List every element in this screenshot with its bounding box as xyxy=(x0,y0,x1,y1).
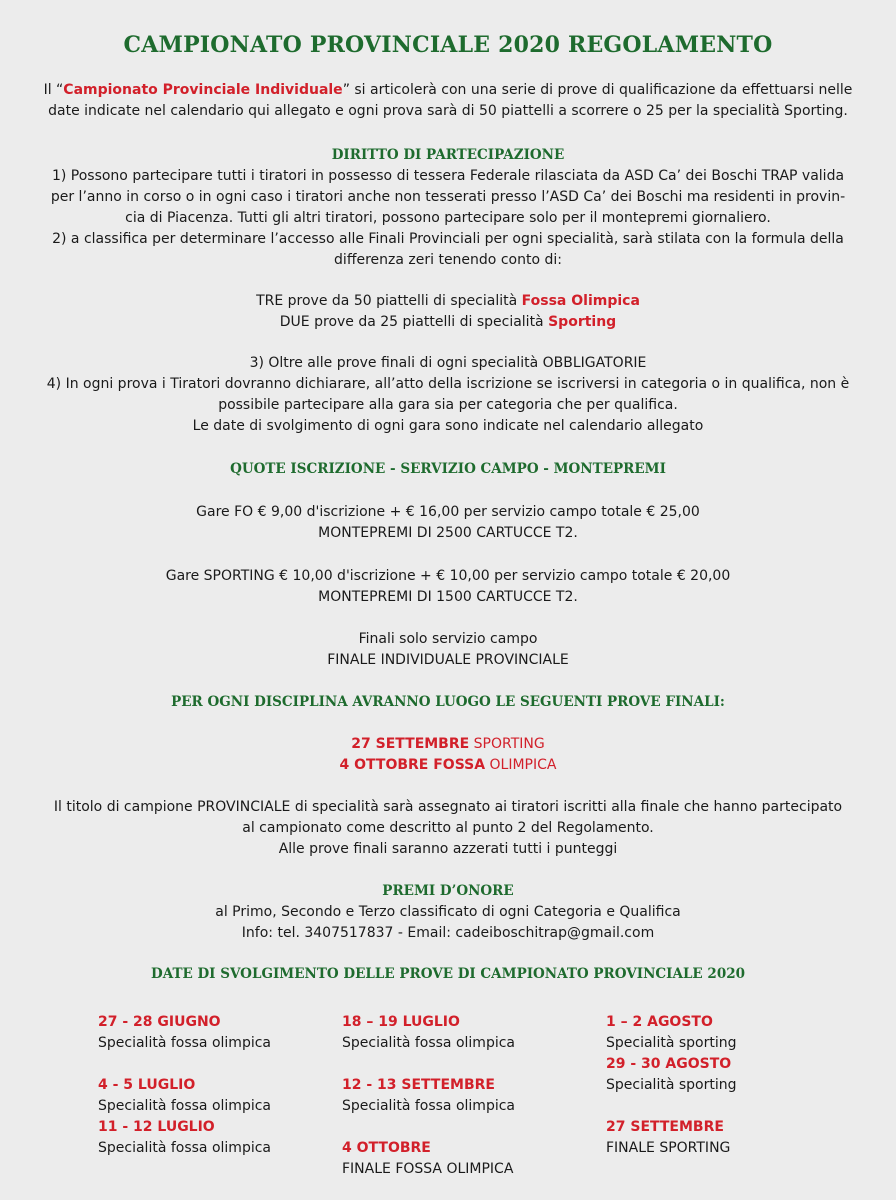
calendar-desc: Specialità fossa olimpica xyxy=(342,1098,515,1114)
regole-list: 3) Oltre alle prove finali di ogni specialità OBBLIGATORIE 4) In ogni prova i Tiratori dovranno dichiarare, all’atto della iscrizione se iscriversi in categoria o in qualifica, non è possibile partecipare alla gara sia per categoria che per qualifica. Le date di svolgimento di ogni gara sono indicate nel calendario allegato xyxy=(46,355,850,434)
prove-list: TRE prove da 50 piattelli di specialità Fossa Olimpica DUE prove da 25 piattelli di specialità Sporting xyxy=(256,293,640,330)
finali-text: Il titolo di campione PROVINCIALE di specialità sarà assegnato ai tiratori iscritti alla finale che hanno partecipato al campionato come descritto al punto 2 del Regolamento. Alle prove finali saranno azzerati tutti i punteggi xyxy=(53,799,843,857)
calendario-col-3 xyxy=(606,1012,737,1159)
calendar-date: 12 - 13 SETTEMBRE xyxy=(342,1077,495,1093)
calendar-date: 29 - 30 AGOSTO xyxy=(606,1056,732,1072)
calendario-section xyxy=(30,964,866,985)
calendar-date: 4 OTTOBRE xyxy=(342,1140,431,1156)
quote-finali: Finali solo servizio campo FINALE INDIVIDUALE PROVINCIALE xyxy=(327,631,569,668)
diritto-section: DIRITTO DI PARTECIPAZIONE 1) Possono partecipare tutti i tiratori in possesso di tessera Federale rilasciata da ASD Ca’ dei Boschi TRAP valida per l’anno in corso o in ogni caso i tiratori anche non tesserati presso l’ASD Ca’ dei Boschi ma residenti in provin- cia di Piacenza. Tutti gli altri tiratori, possono partecipare solo per il montepremi giornaliero. 2) a classifica per determinare l’accesso alle Finali Provinciali per ogni specialità, sarà stilata con la formula della differenza zeri tenendo conto di: xyxy=(30,145,866,271)
calendar-date: 27 SETTEMBRE xyxy=(606,1119,724,1135)
diritto-heading: DIRITTO DI PARTECIPAZIONE xyxy=(331,147,565,163)
premi-section: PREMI D’ONORE al Primo, Secondo e Terzo classificato di ogni Categoria e Qualifica Info: tel. 3407517837 - Email: cadeiboschitrap@gmail.com xyxy=(30,881,866,944)
calendario-col-2 xyxy=(342,1012,515,1180)
calendar-desc: Specialità fossa olimpica xyxy=(342,1035,515,1051)
calendario-heading: DATE DI SVOLGIMENTO DELLE PROVE DI CAMPIONATO PROVINCIALE 2020 xyxy=(151,966,745,982)
calendar-desc: Specialità fossa olimpica xyxy=(98,1035,271,1051)
calendar-desc: FINALE SPORTING xyxy=(606,1140,731,1156)
calendar-date: 27 - 28 GIUGNO xyxy=(98,1014,221,1030)
premi-heading: PREMI D’ONORE xyxy=(382,883,514,899)
finali-heading: PER OGNI DISCIPLINA AVRANNO LUOGO LE SEGUENTI PROVE FINALI: xyxy=(171,694,725,710)
calendario-col-1 xyxy=(98,1012,271,1159)
quote-fo: Gare FO € 9,00 d'iscrizione + € 16,00 per servizio campo totale € 25,00 MONTEPREMI DI 2500 CARTUCCE T2. xyxy=(196,504,700,541)
calendar-desc: FINALE FOSSA OLIMPICA xyxy=(342,1161,514,1177)
intro-paragraph: Il “Campionato Provinciale Individuale” si articolerà con una serie di prove di qualificazione da effettuarsi nelle date indicate nel calendario qui allegato e ogni prova sarà di 50 piattelli a scorrere o 25 per la specialità Sporting. xyxy=(43,82,853,119)
calendar-date: 4 - 5 LUGLIO xyxy=(98,1077,196,1093)
quote-heading: QUOTE ISCRIZIONE - SERVIZIO CAMPO - MONTEPREMI xyxy=(230,461,666,477)
intro-highlight: Campionato Provinciale Individuale xyxy=(63,82,343,98)
quote-sporting: Gare SPORTING € 10,00 d'iscrizione + € 10,00 per servizio campo totale € 20,00 MONTEPREMI DI 1500 CARTUCCE T2. xyxy=(165,568,731,605)
quote-section xyxy=(30,459,866,480)
calendar-date: 18 – 19 LUGLIO xyxy=(342,1014,460,1030)
calendar-desc: Specialità sporting xyxy=(606,1077,737,1093)
calendar-date: 11 - 12 LUGLIO xyxy=(98,1119,215,1135)
finali-dates: 27 SETTEMBRE SPORTING 4 OTTOBRE FOSSA OLIMPICA xyxy=(339,736,557,773)
calendar-date: 1 – 2 AGOSTO xyxy=(606,1014,713,1030)
page-title: CAMPIONATO PROVINCIALE 2020 REGOLAMENTO xyxy=(123,32,773,58)
calendar-desc: Specialità sporting xyxy=(606,1035,737,1051)
calendar-desc: Specialità fossa olimpica xyxy=(98,1098,271,1114)
finali-section xyxy=(30,692,866,713)
calendar-desc: Specialità fossa olimpica xyxy=(98,1140,271,1156)
